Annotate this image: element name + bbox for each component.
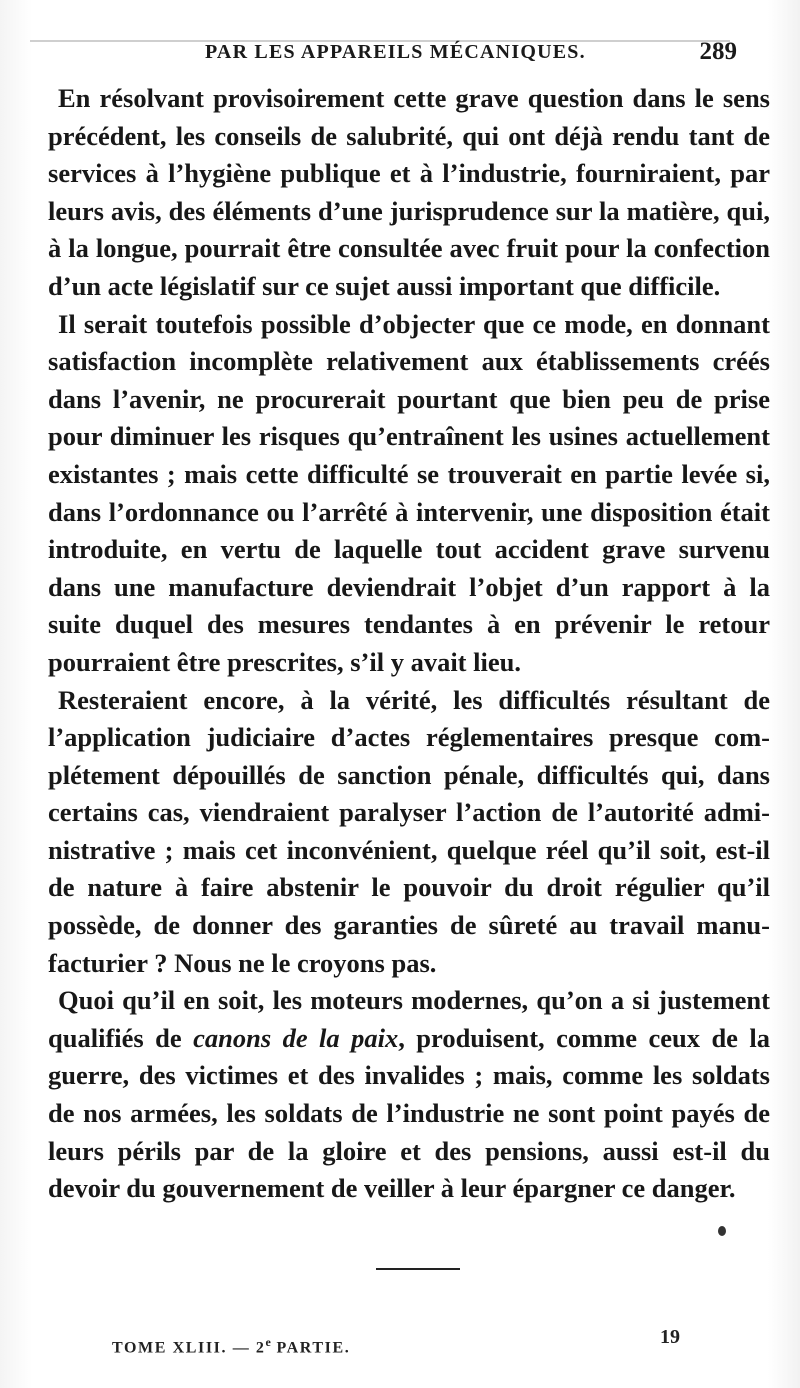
- paragraph-text: Quoi qu’il en soit, les moteurs modernes, qu’on a si justement qualifiés de: [48, 985, 770, 1053]
- running-header: [50, 38, 742, 68]
- paragraph-text: En résolvant provisoirement cette grave question dans le sens précédent, les conseils de salubrité, qui ont déjà rendu tant de services à l’hygiène publique et à l’industrie, fourniraient, par leurs avis, des éléments d’une jurisprudence sur la matière, qui, à la longue, pourrait être consultée avec fruit pour la confection d’un acte législatif sur ce sujet aussi important que difficile.: [48, 83, 770, 301]
- ink-spot: [718, 1226, 726, 1236]
- paragraph-text: , produisent, comme ceux de la guerre, des victimes et des invalides ; mais, comme les soldats de nos armées, les soldats de l’industrie ne sont point payés de leurs périls par de la gloire et des pensions, aussi est-il du devoir du gouvernement de veiller à leur épargner ce danger.: [48, 1022, 770, 1204]
- body-text: [48, 80, 770, 1208]
- volume-label: TOME XLIII. — 2: [112, 1339, 266, 1357]
- paragraph: [48, 306, 770, 682]
- volume-signature: [112, 1335, 350, 1357]
- running-title: PAR LES APPAREILS MÉCANIQUES.: [205, 41, 586, 63]
- printer-signature-mark: 19: [660, 1326, 680, 1348]
- paragraph: [48, 682, 770, 983]
- italic-phrase: canons de la paix: [193, 1022, 399, 1053]
- paragraph: [48, 80, 770, 306]
- paragraph-text: Resteraient encore, à la vérité, les difficultés résultant de l’application judiciaire d’actes réglementaires presque complétement dépouillés de sanction pénale, difficultés qui, dans certains cas, viendraient paralyser l’action de l’autorité administrative ; mais cet inconvénient, quelque réel qu’il soit, est-il de nature à faire abstenir le pouvoir du droit régulier qu’il possède, de donner des garanties de sûreté au travail manufacturier ? Nous ne le croyons pas.: [48, 684, 770, 978]
- paragraph: [48, 982, 770, 1208]
- page-number: 289: [699, 38, 737, 65]
- closing-rule: [376, 1268, 460, 1270]
- part-label: PARTIE.: [270, 1339, 351, 1357]
- volume-superscript: e: [265, 1335, 271, 1349]
- paragraph-text: Il serait toutefois possible d’objecter que ce mode, en donnant satisfaction incomplète relativement aux établissements créés dans l’avenir, ne procurerait pourtant que bien peu de prise pour diminuer les risques qu’entraînent les usines actuellement existantes ; mais cette difficulté se trouverait en partie levée si, dans l’ordonnance ou l’arrêté à intervenir, une disposition était introduite, en vertu de laquelle tout accident grave survenu dans une manufacture deviendrait l’objet d’un rapport à la suite duquel des mesures tendantes à en prévenir le retour pourraient être prescrites, s’il y avait lieu.: [48, 308, 770, 677]
